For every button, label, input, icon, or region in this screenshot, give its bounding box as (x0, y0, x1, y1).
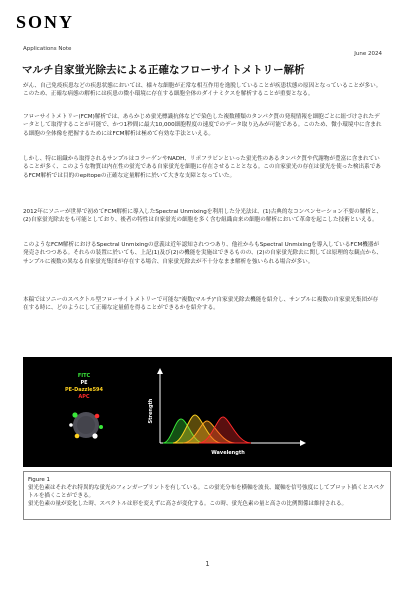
paragraph-purpose: 本稿ではソニーのスペクトル型フローサイトメトリーで可能な"複数(マルチ)"自家蛍光除去機能を紹介し、サンプルに複数の自家蛍光集団が存在する時に、どのようにして正確な定量値を得ることができるかを紹介する。 (23, 297, 379, 312)
figure-spectra (23, 357, 392, 467)
paragraph-competitors: このようなFCM解析におけるSpectral Unmixingの意義は近年認知されつつあり、他社からもSpectral Unmixingを導入しているFCM機器が発売されつつある。それらの装置に於いても、上記(1)及び(2)の機能を実施はできるものの、(2)の自家蛍光除去に関しては原理的な観点から、サンプルに複数の異なる自家蛍光集団が存在する場合、自家蛍光除去が不十分なまま解析を強いられる場合が多い。 (23, 242, 383, 265)
x-axis-label: Wavelength (211, 450, 245, 456)
paragraph-fcm: フローサイトメトリー(FCM)解析では、あらかじめ蛍光標識抗体などで染色した複数種類のタンパク質の発現情報を細胞ごとに紐づけされたデータとして取得することが可能で、かつ1秒間に最大10,000細胞程度の速度でのデータ取り込みが可能である。このため、微小環境中に含まれる細胞の全体像を把握するためにはFCM解析は極めて有効な手法といえる。 (23, 114, 382, 137)
dye-label-pe: PE (80, 380, 88, 386)
stained-cell-illustration (69, 412, 103, 439)
dye-label-apc: APC (78, 394, 90, 400)
figure-caption (23, 471, 391, 520)
document-title: マルチ自家蛍光除去による正確なフローサイトメトリー解析 (22, 64, 305, 76)
sony-logo: SONY (16, 12, 75, 32)
document-type-label: Applications Note (23, 46, 72, 52)
page-number: 1 (205, 560, 210, 568)
paragraph-spectral-unmixing: 2012年にソニーが世界で初めてFCM解析に導入したSpectral Unmixingを利用した分光法は、(1)古典的なコンペンセーション不要の解析と、(2)自家蛍光除去をも可能としており、後者の特性は自家蛍光の細胞を多く含む組織由来の細胞の解析において革命を起こした技術といえる。 (23, 209, 383, 224)
publication-date: June 2024 (354, 51, 382, 57)
dye-label-fitc: FITC (77, 373, 91, 379)
paragraph-autofluorescence: しかし、特に組織から取得されるサンプルはコラーゲンやNADH、リポフラビンといった蛍光性のあるタンパク質や代謝物が豊富に含まれていることが多く、このような物質は内在性の蛍光である自家蛍光を細胞に存在させることとなる。この自家蛍光の存在は蛍光を使った検出系であるFCM解析では目的のepitopeの正確な定量解析に於いて大きな支障となっていた。 (23, 156, 381, 179)
paragraph-intro: がん、自己免疫疾患などの疾患状態においては、様々な細胞が正常な相互作用を逸脱していることが疾患状態の原因となっていることが多い。このため、正確な病態の解析には疾患の微小環境に存在する細胞全体のダイナミクスを解析することが重要となる。 (23, 83, 382, 98)
caption-label: Figure 1 (28, 477, 51, 483)
dye-label-pe-dazzle594: PE-Dazzle594 (64, 387, 104, 393)
caption-text-1: 蛍光色素はそれぞれ特異的な蛍光のフィンガープリントを有している。この蛍光分布を横軸を波長、縦軸を信号強度にしてプロット描くとスペクトルを描くことができる。 (28, 485, 385, 499)
spectra-figure-svg (23, 357, 392, 467)
caption-text-2: 蛍光色素の量が変化した時、スペクトルは形を変えずに高さが変化する。この時、蛍光色素の量と高さの比例関係は維持される。 (28, 501, 348, 507)
y-axis-label: Strength (148, 398, 154, 424)
spectra-curves (163, 415, 251, 443)
